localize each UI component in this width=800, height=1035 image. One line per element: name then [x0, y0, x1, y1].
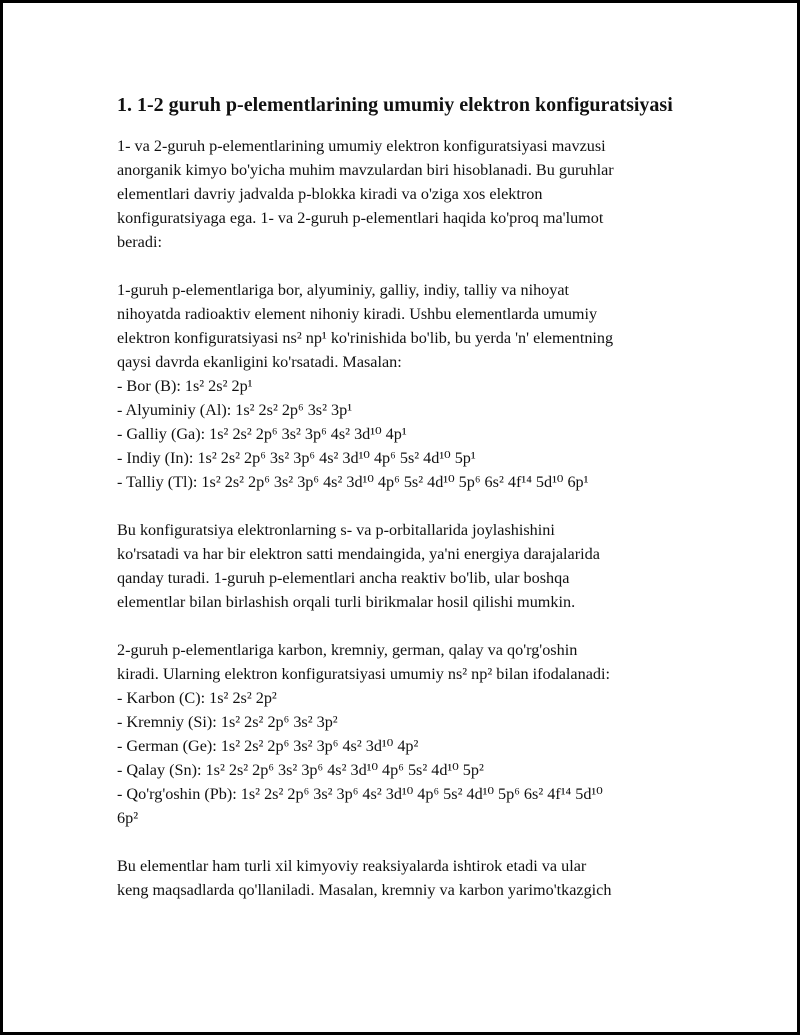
list-item-aluminium: - Alyuminiy (Al): 1s² 2s² 2p⁶ 3s² 3p¹ [117, 401, 353, 419]
list-item-silicon: - Kremniy (Si): 1s² 2s² 2p⁶ 3s² 3p² [117, 713, 338, 731]
text-line: ko'rsatadi va har bir elektron satti mendaingida, ya'ni energiya darajalarida [117, 545, 600, 563]
list-item-tin: - Qalay (Sn): 1s² 2s² 2p⁶ 3s² 3p⁶ 4s² 3d¹⁰ 4p⁶ 5s² 4d¹⁰ 5p² [117, 761, 484, 779]
document-title: 1. 1-2 guruh p-elementlarining umumiy elektron konfiguratsiyasi [117, 94, 673, 116]
text-line: anorganik kimyo bo'yicha muhim mavzulardan biri hisoblanadi. Bu guruhlar [117, 161, 614, 179]
text-line: nihoyatda radioaktiv element nihoniy kiradi. Ushbu elementlarda umumiy [117, 305, 598, 323]
text-line: Bu konfiguratsiya elektronlarning s- va p-orbitallarida joylashishini [117, 521, 555, 539]
text-line: konfiguratsiyaga ega. 1- va 2-guruh p-elementlari haqida ko'proq ma'lumot [117, 209, 604, 227]
paragraph-group-1 [117, 278, 697, 494]
paragraph-intro [117, 134, 697, 254]
text-line: qanday turadi. 1-guruh p-elementlari ancha reaktiv bo'lib, ular boshqa [117, 569, 570, 587]
text-line: Bu elementlar ham turli xil kimyoviy reaksiyalarda ishtirok etadi va ular [117, 857, 587, 875]
text-line: elementlari davriy jadvalda p-blokka kiradi va o'ziga xos elektron [117, 185, 543, 203]
text-line: elementlar bilan birlashish orqali turli birikmalar hosil qilishi mumkin. [117, 593, 576, 611]
list-item-gallium: - Galliy (Ga): 1s² 2s² 2p⁶ 3s² 3p⁶ 4s² 3d¹⁰ 4p¹ [117, 425, 407, 443]
text-line: elektron konfiguratsiyasi ns² np¹ ko'rinishida bo'lib, bu yerda 'n' elementning [117, 329, 614, 347]
list-item-germanium: - German (Ge): 1s² 2s² 2p⁶ 3s² 3p⁶ 4s² 3d¹⁰ 4p² [117, 737, 419, 755]
text-line: kiradi. Ularning elektron konfiguratsiyasi umumiy ns² np² bilan ifodalanadi: [117, 665, 610, 683]
text-line: 1- va 2-guruh p-elementlarining umumiy elektron konfiguratsiyasi mavzusi [117, 137, 606, 155]
text-line: 1-guruh p-elementlariga bor, alyuminiy, galliy, indiy, talliy va nihoyat [117, 281, 570, 299]
list-item-indium: - Indiy (In): 1s² 2s² 2p⁶ 3s² 3p⁶ 4s² 3d¹⁰ 4p⁶ 5s² 4d¹⁰ 5p¹ [117, 449, 476, 467]
text-line: keng maqsadlarda qo'llaniladi. Masalan, kremniy va karbon yarimo'tkazgich [117, 881, 612, 899]
paragraph-group-2 [117, 638, 697, 830]
document-body [117, 92, 697, 926]
text-line: beradi: [117, 233, 162, 251]
text-line: qaysi davrda ekanligini ko'rsatadi. Masalan: [117, 353, 402, 371]
paragraph-closing [117, 854, 697, 902]
list-item-carbon: - Karbon (C): 1s² 2s² 2p² [117, 689, 277, 707]
text-line: 2-guruh p-elementlariga karbon, kremniy, german, qalay va qo'rg'oshin [117, 641, 578, 659]
paragraph-group-1-notes [117, 518, 697, 614]
list-item-thallium: - Talliy (Tl): 1s² 2s² 2p⁶ 3s² 3p⁶ 4s² 3d¹⁰ 4p⁶ 5s² 4d¹⁰ 5p⁶ 6s² 4f¹⁴ 5d¹⁰ 6p¹ [117, 473, 589, 491]
list-item-lead-continued: 6p² [117, 809, 139, 827]
list-item-boron: - Bor (B): 1s² 2s² 2p¹ [117, 377, 253, 395]
list-item-lead: - Qo'rg'oshin (Pb): 1s² 2s² 2p⁶ 3s² 3p⁶ 4s² 3d¹⁰ 4p⁶ 5s² 4d¹⁰ 5p⁶ 6s² 4f¹⁴ 5d¹⁰ [117, 785, 603, 803]
